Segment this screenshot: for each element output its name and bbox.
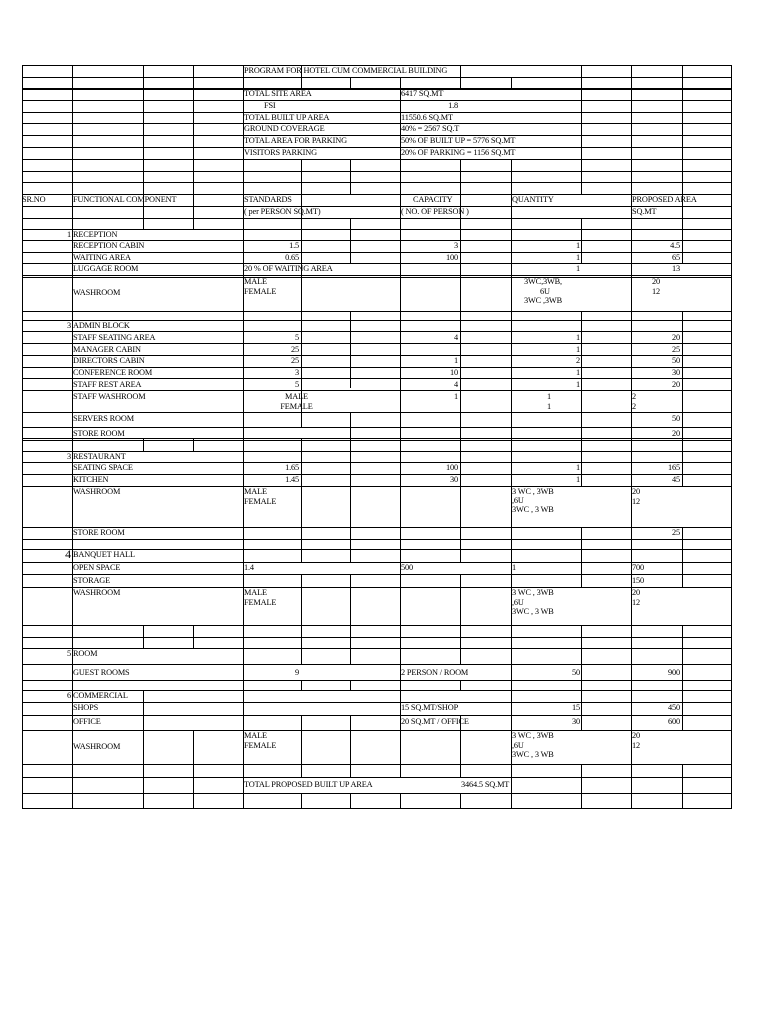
col-standards-unit: ( per PERSON SQ.MT) [244,207,321,216]
grid-line [22,539,732,540]
washroom-area: 20 [632,731,640,740]
area-value: 13 [672,264,680,273]
section-number: 1 [67,230,71,239]
component-name: MANAGER CABIN [73,345,141,354]
washroom-area: 20 [632,487,640,496]
grid-line [22,159,732,160]
grid-line [460,65,461,88]
grid-line [22,412,732,413]
washroom-area: 2 [632,402,636,411]
area-value: 700 [632,563,644,572]
washroom-male: MALE [244,588,267,597]
area-value: 600 [668,717,680,726]
component-name: DIRECTORS CABIN [73,356,145,365]
site-value: 20% OF PARKING = 1156 SQ.MT [401,148,516,157]
washroom-name: WASHROOM [73,588,121,597]
col-quantity: QUANTITY [512,195,554,204]
grid-line [350,311,351,388]
standard-value: 5 [295,380,299,389]
grid-line [682,311,683,486]
washroom-qty: 3WC , 3 WB [512,750,554,759]
washroom-area: 2 [632,392,636,401]
grid-line [22,275,732,276]
area-value: 20 [672,333,680,342]
washroom-area: 12 [632,497,640,506]
grid-line [22,664,732,665]
grid-line [22,331,732,332]
grid-line [22,587,732,588]
washroom-female: FEMALE [280,402,313,411]
section-title: RECEPTION [73,230,118,239]
total-value: 3464.5 SQ.MT [461,780,510,789]
grid-line [22,123,732,124]
standard-value: 0.65 [285,253,299,262]
washroom-qty: 3WC,3WB, [524,277,562,286]
quantity-value: 1 [576,253,580,262]
grid-line [350,715,351,777]
washroom-area: 12 [632,741,640,750]
washroom-qty: 3WC , 3 WB [512,505,554,514]
washroom-area: 12 [632,598,640,607]
component-name: STORAGE [73,576,111,585]
grid-line [682,65,683,263]
grid-line [22,218,732,219]
section-number: 5 [67,649,71,658]
washroom-male: MALE [285,392,308,401]
grid-line [22,390,732,391]
section-title: BANQUET HALL [73,550,135,559]
grid-line [22,100,732,101]
washroom-female: FEMALE [244,497,277,506]
grid-line [350,793,351,809]
component-name: STAFF REST AREA [73,380,142,389]
quantity-value: 1 [576,345,580,354]
grid-line [22,438,732,439]
grid-line [350,218,351,263]
area-value: 45 [672,475,680,484]
grid-line [22,206,732,207]
washroom-area: 20 [632,588,640,597]
grid-line [301,715,302,777]
col-capacity-unit: ( NO. OF PERSON ) [401,207,469,216]
section-title: RESTAURANT [73,452,126,461]
section-number: 6 [67,691,71,700]
washroom-male: MALE [244,487,267,496]
grid-line [22,527,732,528]
grid-line [22,562,732,563]
grid-line [22,574,732,575]
area-value: 20 [672,429,680,438]
area-value: 65 [672,253,680,262]
component-name: OFFICE [73,717,101,726]
washroom-area: 20 [652,277,660,286]
quantity-value: 1 [512,563,516,572]
standard-value: 9 [295,668,299,677]
washroom-qty: 3 WC , 3WB [512,487,554,496]
grid-line [193,438,194,451]
capacity-value: 100 [446,253,458,262]
washroom-female: FEMALE [244,598,277,607]
area-value: 900 [668,668,680,677]
standard-value: 1.5 [289,241,299,250]
washroom-qty: ,6U [512,496,524,505]
col-area: PROPOSED AREA [632,195,697,204]
grid-line [400,793,401,809]
page-title: PROGRAM FOR HOTEL CUM COMMERCIAL BUILDING [244,66,448,75]
area-value: 25 [672,528,680,537]
col-capacity: CAPACITY [413,195,453,204]
area-value: 165 [668,463,680,472]
grid-line [731,65,732,809]
grid-line [581,625,582,730]
washroom-name: STAFF WASHROOM [73,392,146,401]
col-sr-no: SR.NO [22,195,46,204]
grid-line [460,159,461,562]
grid-line [22,182,732,183]
section-title: COMMERCIAL [73,691,128,700]
capacity-value: 1 [454,392,458,401]
grid-line [581,764,582,809]
site-value: 11550.6 SQ.MT [401,112,453,122]
washroom-qty: 1 [547,402,551,411]
area-value: 50 [672,414,680,423]
grid-line [682,527,683,587]
grid-line [22,343,732,344]
quantity-value: 1 [576,475,580,484]
grid-line [22,777,732,778]
grid-line [460,793,461,809]
grid-line [460,574,461,664]
quantity-value: 1 [576,241,580,250]
grid-line [243,65,244,809]
washroom-male: MALE [244,731,267,740]
grid-line [22,637,732,638]
component-name: KITCHEN [73,475,109,484]
site-label: FSI [264,100,276,110]
capacity-value: 1 [454,356,458,365]
quantity-value: 1 [576,368,580,377]
grid-line [301,574,302,664]
site-label: TOTAL AREA FOR PARKING [244,136,347,146]
grid-line [682,625,683,730]
washroom-female: FEMALE [244,741,277,750]
component-name: GUEST ROOMS [73,668,130,677]
capacity-value: 100 [446,463,458,472]
grid-line [581,65,582,194]
component-name: STORE ROOM [73,528,125,537]
grid-line [22,135,732,136]
grid-line [22,730,732,731]
capacity-value: 4 [454,333,458,342]
grid-line [193,730,194,809]
grid-line [22,378,732,379]
site-value: 40% = 2567 SQ.T [401,124,460,134]
grid-line [581,527,582,587]
component-name: RECEPTION CABIN [73,241,145,250]
grid-line [22,474,732,475]
component-name: CONFERENCE ROOM [73,368,153,377]
grid-line [22,715,732,716]
grid-line [22,680,732,681]
site-value: 6417 SQ.MT [401,89,444,98]
quantity-value: 1 [576,380,580,389]
capacity-value: 10 [450,368,458,377]
component-name: STAFF SEATING AREA [73,333,156,342]
quantity-value: 50 [572,668,580,677]
grid-line [143,625,144,648]
component-name: SERVERS ROOM [73,414,134,423]
component-name: SEATING SPACE [73,463,133,472]
standard-value: 25 [291,356,299,365]
grid-line [301,680,302,690]
grid-line [350,680,351,690]
component-name: WAITING AREA [73,253,131,262]
grid-line [682,764,683,809]
quantity-value: 30 [572,717,580,726]
quantity-value: 15 [572,703,580,712]
grid-line [301,438,302,562]
quantity-value: 1 [576,463,580,472]
washroom-female: FEMALE [244,287,277,296]
standard-value: 25 [291,345,299,354]
washroom-area: 12 [652,287,660,296]
grid-line [143,690,144,809]
quantity-value: 2 [576,356,580,365]
grid-line [22,764,732,765]
washroom-male: MALE [244,277,267,286]
site-label: VISITORS PARKING [244,148,317,157]
col-standards: STANDARDS [244,195,292,204]
section-number: 3 [67,321,71,330]
grid-line [143,438,144,451]
grid-line [22,229,732,230]
capacity-value: 500 [401,563,413,572]
section-number: 4 [65,547,71,561]
grid-line [22,486,732,487]
grid-line [22,808,732,809]
grid-line [22,277,732,278]
grid-line [350,574,351,664]
site-label: TOTAL BUILT UP AREA [244,112,330,122]
area-value: 4.5 [670,241,680,250]
washroom-qty: 6U [540,287,550,296]
grid-line [193,65,194,229]
capacity-value: 20 SQ.MT / OFFICE [401,717,469,726]
washroom-qty: 3WC , 3 WB [512,607,554,616]
area-value: 450 [668,703,680,712]
grid-line [22,648,732,649]
section-title: ROOM [73,649,98,658]
grid-line [22,77,732,78]
grid-line [22,311,732,312]
grid-line [193,625,194,648]
grid-line [301,159,302,427]
standard-value: 3 [295,368,299,377]
grid-line [350,412,351,562]
area-value: 25 [672,345,680,354]
standard-value: 5 [295,333,299,342]
capacity-value: 15 SQ.MT/SHOP [401,703,459,712]
component-name: STORE ROOM [73,429,125,438]
quantity-value: 1 [576,264,580,273]
grid-line [22,793,732,794]
site-value: 1.8 [448,100,458,110]
washroom-qty: ,6U [512,598,524,607]
grid-line [301,793,302,809]
grid-line [22,112,732,113]
standard-value: 1.65 [285,463,299,472]
col-area-unit: SQ.MT [632,207,657,216]
grid-line [511,77,512,88]
total-label: TOTAL PROPOSED BUILT UP AREA [244,780,373,789]
grid-line [350,159,351,194]
site-label: TOTAL SITE AREA [244,89,312,98]
standard-value: 1.45 [285,475,299,484]
grid-line [22,427,732,428]
standard-value: 1.4 [244,563,254,572]
area-value: 50 [672,356,680,365]
section-title: ADMIN BLOCK [73,321,130,330]
washroom-qty: 3 WC , 3WB [512,588,554,597]
washroom-name: WASHROOM [73,742,121,751]
capacity-value: 4 [454,380,458,389]
area-value: 20 [672,380,680,389]
component-name: OPEN SPACE [73,563,121,572]
section-number: 3 [67,452,71,461]
quantity-value: 1 [576,333,580,342]
capacity-value: 2 PERSON / ROOM [401,668,469,677]
grid-line [581,218,582,263]
component-name: SHOPS [73,703,99,712]
capacity-value: 3 [454,241,458,250]
grid-line [22,89,732,90]
grid-line [581,311,582,486]
washroom-qty: 3 WC , 3WB [512,731,554,740]
site-label: GROUND COVERAGE [244,124,325,134]
col-component: FUNCTIONAL COMPONENT [73,195,177,204]
grid-line [22,451,732,452]
grid-line [22,171,732,172]
washroom-qty: 3WC ,3WB [524,296,562,305]
washroom-qty: ,6U [512,741,524,750]
washroom-name: WASHROOM [73,487,121,496]
washroom-name: WASHROOM [73,288,121,297]
capacity-value: 30 [450,475,458,484]
grid-line [22,690,732,691]
grid-line [22,702,732,703]
site-value: 50% OF BUILT UP = 5776 SQ.MT [401,136,516,146]
grid-line [350,77,351,88]
component-name: LUGGAGE ROOM [73,264,139,273]
area-value: 30 [672,368,680,377]
area-value: 150 [632,576,644,585]
grid-line [460,680,461,690]
standard-value: 20 % OF WAITING AREA [244,264,333,273]
washroom-qty: 1 [547,392,551,401]
grid-line [22,440,732,441]
grid-line [22,147,732,148]
grid-line [22,625,732,626]
